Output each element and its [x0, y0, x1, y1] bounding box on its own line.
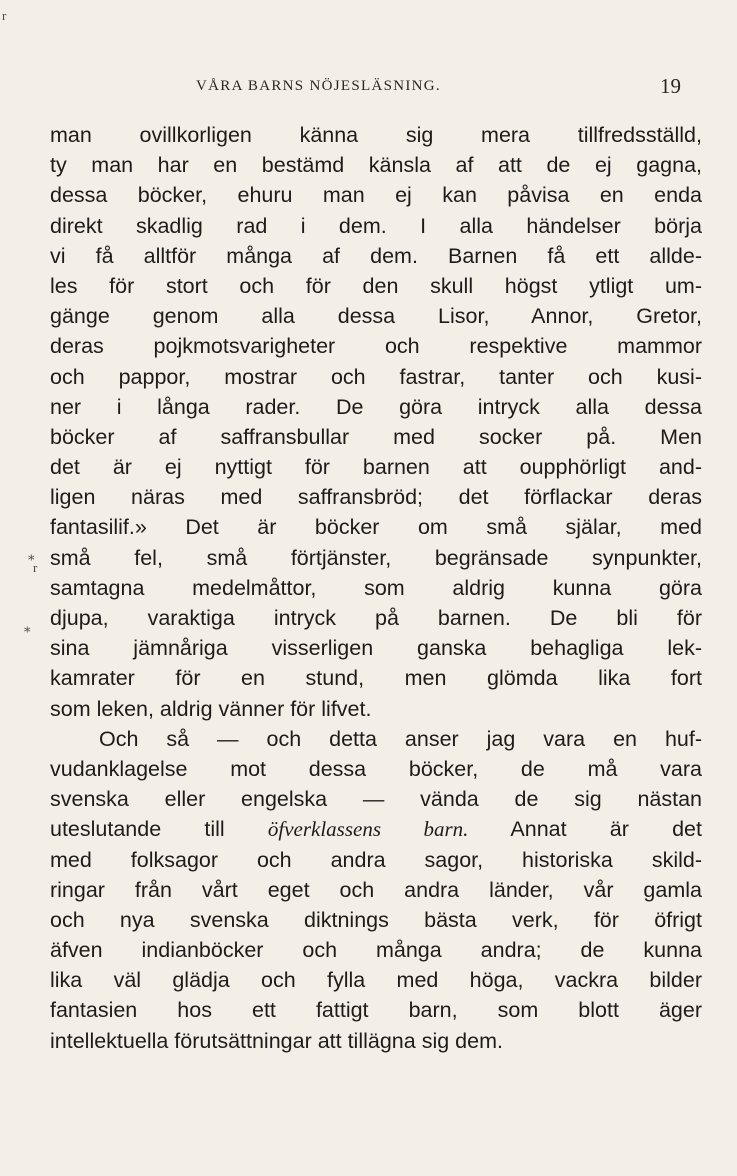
- text-line: ringar från vårt eget och andra länder, vår gamla: [50, 877, 702, 902]
- margin-mark: r: [33, 560, 38, 575]
- text-line: med folksagor och andra sagor, historiska skild-: [50, 847, 702, 872]
- text-line: det är ej nyttigt för barnen att oupphörligt and-: [50, 455, 702, 480]
- text-line: små fel, små förtjänster, begränsade synpunkter,: [50, 545, 702, 570]
- text-line: vudanklagelse mot dessa böcker, de må vara: [50, 756, 702, 781]
- text-line: vi få alltför många af dem. Barnen få ett allde-: [50, 243, 702, 268]
- text-line: och pappor, mostrar och fastrar, tanter och kusi-: [50, 364, 702, 389]
- text-segment: uteslutande till: [50, 817, 225, 842]
- text-line: gänge genom alla dessa Lisor, Annor, Gretor,: [50, 304, 702, 329]
- text-line: äfven indianböcker och många andra; de kunna: [50, 938, 702, 963]
- paragraph-end-line: intellektuella förutsättningar att tillägna sig dem.: [50, 1028, 503, 1053]
- body-text: [50, 120, 702, 1056]
- text-line: djupa, varaktiga intryck på barnen. De bli för: [50, 606, 702, 630]
- text-line: och nya svenska diktnings bästa verk, för öfrigt: [50, 907, 702, 932]
- text-line: samtagna medelmåttor, som aldrig kunna göra: [50, 575, 702, 600]
- text-line: direkt skadlig rad i dem. I alla händelser börja: [50, 213, 702, 238]
- italic-phrase: öfverklassens barn.: [267, 817, 469, 842]
- paragraph-end-line: som leken, aldrig vänner för lifvet.: [50, 696, 372, 721]
- text-line: svenska eller engelska — vända de sig nästan: [50, 787, 702, 812]
- page-number: 19: [660, 74, 681, 98]
- text-line: ligen näras med saffransbröd; det förflackar deras: [50, 485, 702, 510]
- text-line: böcker af saffransbullar med socker på. Men: [50, 424, 702, 449]
- text-line: les för stort och för den skull högst ytligt um-: [50, 273, 702, 298]
- text-line: sina jämnåriga visserligen ganska behagliga lek-: [50, 636, 702, 661]
- text-line: dessa böcker, ehuru man ej kan påvisa en enda: [50, 183, 702, 208]
- text-line: man ovillkorligen känna sig mera tillfredsställd,: [50, 123, 702, 147]
- text-line: ty man har en bestämd känsla af att de ej gagna,: [50, 153, 702, 178]
- text-line: deras pojkmotsvarigheter och respektive mammor: [50, 334, 702, 359]
- text-line: ner i långa rader. De göra intryck alla dessa: [50, 394, 702, 419]
- margin-mark: ⁎: [24, 620, 31, 635]
- running-title: VÅRA BARNS NÖJESLÄSNING.: [196, 78, 441, 94]
- text-line: fantasien hos ett fattigt barn, som blott äger: [50, 998, 702, 1023]
- text-line-with-italic: [50, 814, 702, 844]
- text-segment: Annat är det: [510, 817, 702, 842]
- margin-mark: ⁎: [28, 548, 35, 563]
- margin-mark: r: [2, 8, 7, 23]
- paragraph-start-line: Och så — och detta anser jag vara en huf-: [99, 726, 702, 751]
- text-line: kamrater för en stund, men glömda lika fort: [50, 666, 702, 691]
- text-line: lika väl glädja och fylla med höga, vackra bilder: [50, 968, 702, 993]
- text-line: fantasilif.» Det är böcker om små själar, med: [50, 515, 702, 540]
